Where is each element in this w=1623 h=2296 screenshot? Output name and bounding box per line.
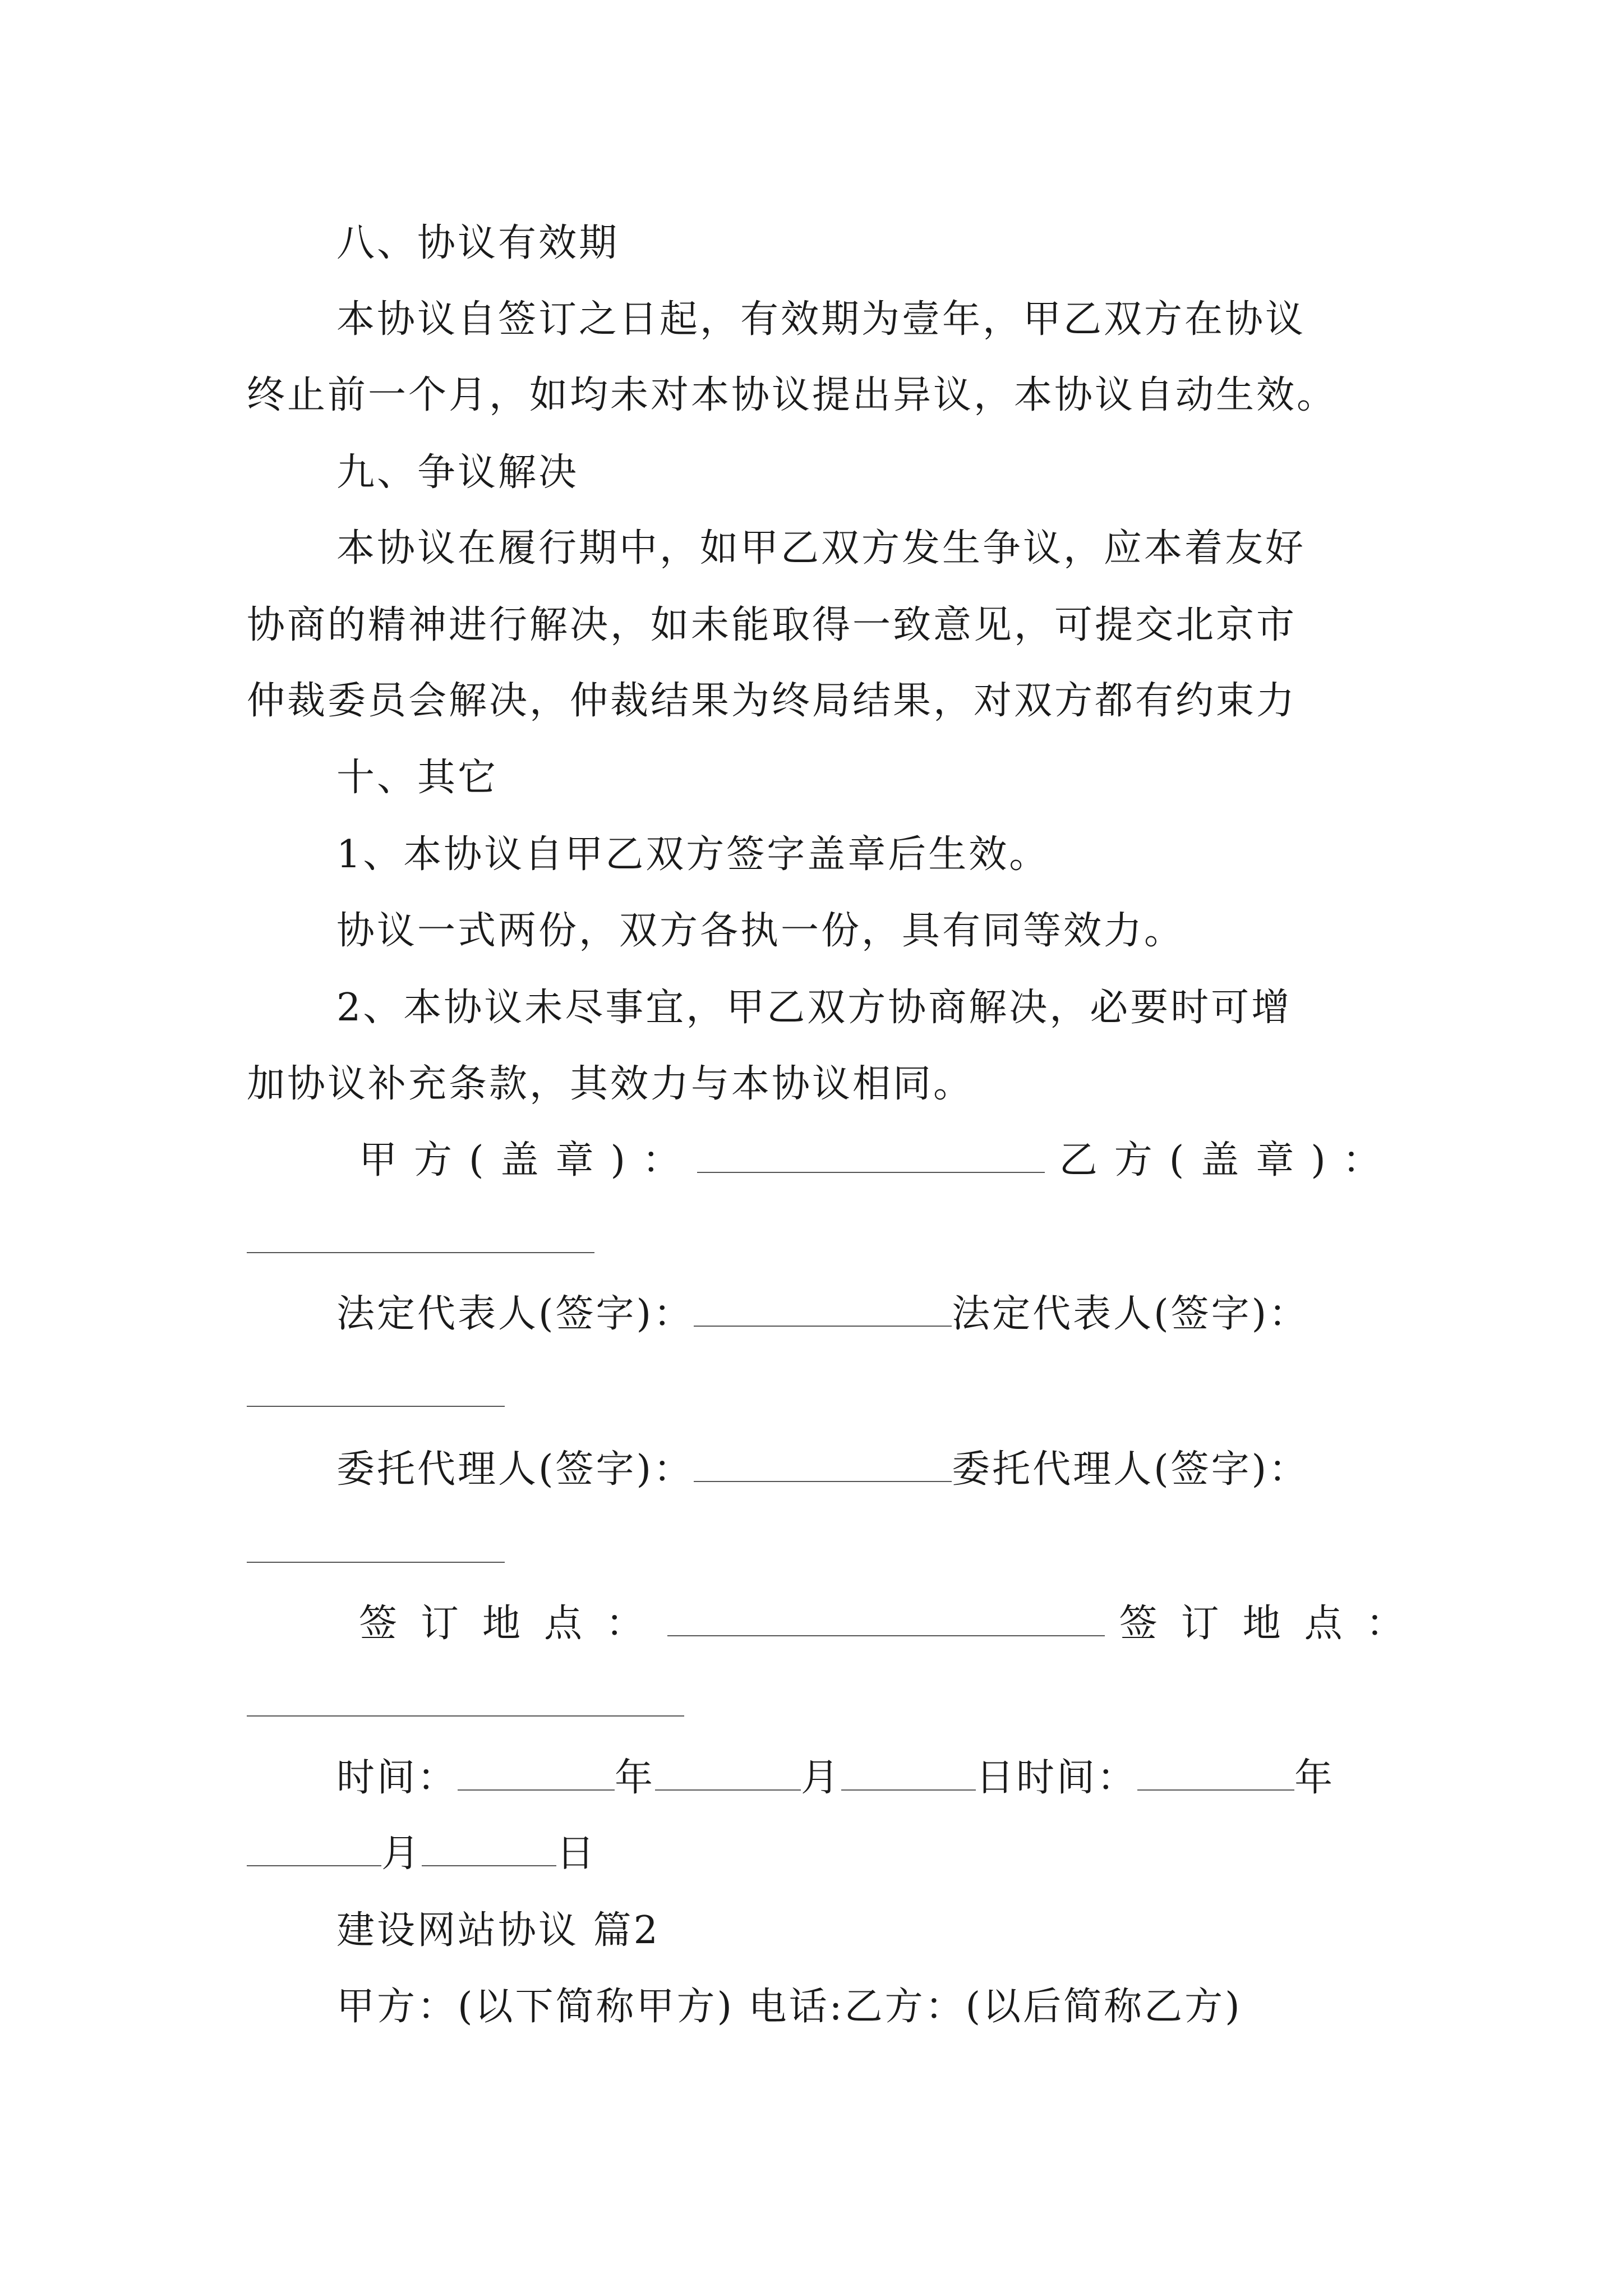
party-b-seal-blank <box>247 1252 594 1253</box>
agent-a-label: 委托代理人(签字)： <box>336 1447 694 1492</box>
section-8-paragraph-line-2: 终止前一个月，如均未对本协议提出异议，本协议自动生效。 <box>247 373 1338 417</box>
next-doc-title: 建设网站协议 篇2 <box>336 1908 660 1953</box>
party-a-seal-blank <box>697 1140 1045 1173</box>
next-doc-parties: 甲方：(以下简称甲方) 电话:乙方：(以后简称乙方) <box>336 1985 1242 2029</box>
time-b-year-blank <box>1137 1758 1294 1791</box>
time-row-continued <box>247 1832 808 1876</box>
time-a-month-label: 月 <box>801 1756 842 1800</box>
place-a-blank <box>667 1604 1105 1636</box>
section-10-item-2-line-1: 2、本协议未尽事宜，甲乙双方协商解决，必要时可增 <box>336 986 1292 1030</box>
place-row <box>359 1602 1428 1646</box>
time-a-month-blank <box>655 1758 801 1791</box>
section-9-paragraph-line-3: 仲裁委员会解决，仲裁结果为终局结果，对双方都有约束力 <box>247 679 1297 723</box>
time-a-year-label: 年 <box>615 1756 656 1800</box>
time-b-day-label: 日 <box>556 1832 597 1876</box>
time-a-label: 时间： <box>336 1756 458 1800</box>
section-10-heading: 十、其它 <box>336 756 499 800</box>
time-b-label: 日时间： <box>976 1756 1138 1800</box>
section-10-item-1: 1、本协议自甲乙双方签字盖章后生效。 <box>336 832 1050 877</box>
agent-b-blank <box>247 1562 505 1563</box>
agent-row <box>336 1447 1402 1492</box>
party-b-seal-label: 乙方(盖章)： <box>1059 1138 1398 1182</box>
time-b-month-blank <box>247 1834 381 1866</box>
time-row <box>336 1756 1402 1801</box>
section-8-heading: 八、协议有效期 <box>336 221 620 265</box>
legal-rep-row <box>336 1292 1402 1337</box>
place-b-blank <box>247 1715 684 1717</box>
place-a-label: 签订地点： <box>359 1602 668 1646</box>
time-a-year-blank <box>458 1758 615 1791</box>
time-b-day-blank <box>422 1834 556 1866</box>
agent-b-label: 委托代理人(签字)： <box>952 1447 1310 1492</box>
legal-rep-a-label: 法定代表人(签字)： <box>336 1292 694 1336</box>
time-b-year-label: 年 <box>1294 1756 1335 1800</box>
section-9-heading: 九、争议解决 <box>336 450 579 495</box>
agent-a-blank <box>694 1450 952 1482</box>
section-10-item-1-continued: 协议一式两份，双方各执一份，具有同等效力。 <box>336 909 1185 953</box>
legal-rep-a-blank <box>694 1294 952 1327</box>
legal-rep-b-label: 法定代表人(签字)： <box>952 1292 1310 1336</box>
place-b-label: 签订地点： <box>1119 1602 1428 1646</box>
legal-rep-b-blank <box>247 1406 505 1407</box>
time-a-day-blank <box>841 1758 976 1791</box>
section-9-paragraph-line-1: 本协议在履行期中，如甲乙双方发生争议，应本着友好 <box>336 526 1306 570</box>
section-10-item-2-line-2: 加协议补充条款，其效力与本协议相同。 <box>247 1062 974 1106</box>
section-8-paragraph-line-1: 本协议自签订之日起，有效期为壹年，甲乙双方在协议 <box>336 297 1306 342</box>
time-b-month-label: 月 <box>381 1832 422 1876</box>
seal-row <box>359 1138 1424 1183</box>
section-9-paragraph-line-2: 协商的精神进行解决，如未能取得一致意见，可提交北京市 <box>247 603 1297 647</box>
party-a-seal-label: 甲方(盖章)： <box>359 1138 698 1182</box>
